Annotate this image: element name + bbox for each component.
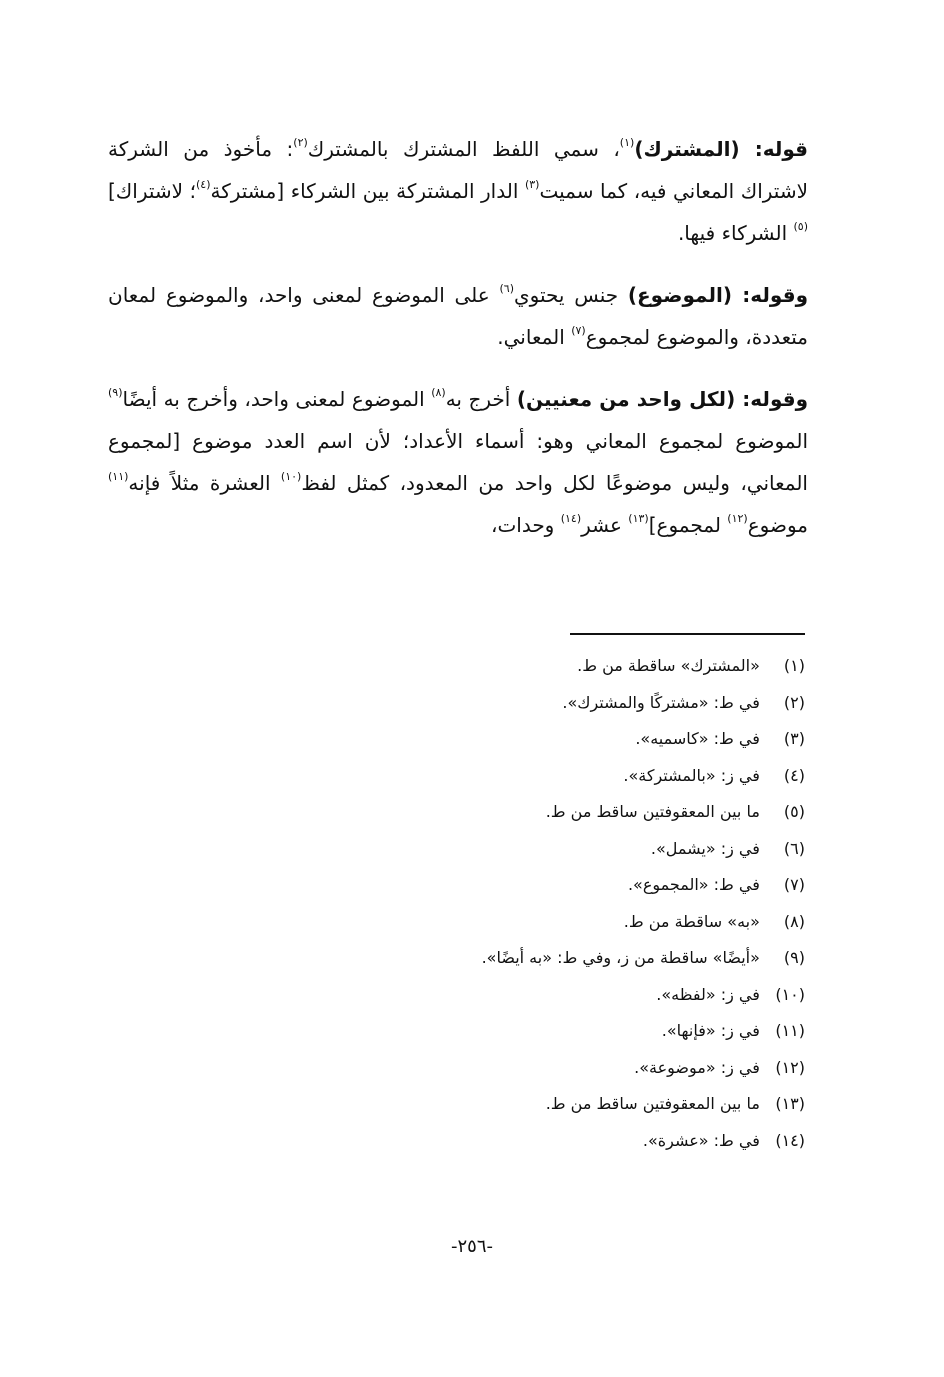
segment: قوله: (المشترك) xyxy=(634,137,808,161)
segment: : مأخوذ من الشركة لاشتراك المعاني فيه، كما سميت xyxy=(108,137,808,203)
footnote-text: «أيضًا» ساقطة من ز، وفي ط: «به أيضًا». xyxy=(481,948,760,967)
footnote-text: في ز: «لفظه». xyxy=(656,984,760,1004)
footnote-number: (٩) xyxy=(783,948,805,967)
footnote-item xyxy=(300,648,805,685)
footnote-ref: (١) xyxy=(619,136,635,149)
segment: الدار المشتركة بين الشركاء [مشتركة xyxy=(210,179,525,203)
footnote-number: (٤) xyxy=(783,765,805,785)
footnote-ref: (١٤) xyxy=(560,512,582,525)
footnote-item xyxy=(300,904,805,941)
footnote-number: (١) xyxy=(783,656,805,675)
segment: الموضوع لمجموع المعاني وهو: أسماء الأعداد؛ لأن اسم العدد موضوع [لمجموع المعاني، وليس موضوعًا لكل واحد من المعدود، كمثل لفظ xyxy=(108,429,808,495)
footnote-text: في ط: «مشتركًا والمشترك». xyxy=(562,692,760,712)
footnote-item xyxy=(300,1013,805,1050)
footnote-ref: (٧) xyxy=(571,324,586,337)
footnote-text: في ز: «موضوعة». xyxy=(634,1057,760,1077)
footnote-ref: (١١) xyxy=(108,470,129,483)
footnote-number: (٨) xyxy=(783,911,805,931)
footnote-number: (١١) xyxy=(775,1021,805,1040)
segment: وقوله: (الموضوع) xyxy=(627,283,809,307)
footnotes-list xyxy=(300,648,805,1159)
segment: وقوله: (لكل واحد من معنيين) xyxy=(516,387,809,411)
footnote-ref: (٩) xyxy=(108,386,123,399)
segment: المعاني. xyxy=(497,325,572,349)
footnote-item xyxy=(300,685,805,722)
footnote-item xyxy=(300,831,805,868)
footnote-text: ما بين المعقوفتين ساقط من ط. xyxy=(545,1094,760,1113)
footnote-text: «المشترك» ساقطة من ط. xyxy=(577,656,760,675)
footnote-ref: (١٣) xyxy=(628,512,649,525)
footnote-ref: (٥) xyxy=(793,220,808,233)
footnote-number: (٧) xyxy=(783,875,805,894)
footnote-item xyxy=(300,1086,805,1123)
segment: أخرج به xyxy=(445,387,517,411)
footnote-number: (٦) xyxy=(783,838,805,858)
footnote-ref: (٢) xyxy=(293,136,308,149)
segment: الشركاء فيها. xyxy=(677,221,794,245)
page-number: -٢٥٦- xyxy=(450,1236,493,1257)
paragraph-mushtarak xyxy=(108,128,808,254)
segment: العشرة مثلاً فإنه xyxy=(128,471,281,495)
segment: عشر xyxy=(581,513,629,537)
paragraph-mawdu xyxy=(108,274,808,358)
segment: موضوع xyxy=(747,513,808,537)
footnote-ref: (٤) xyxy=(195,178,211,191)
footnote-text: في ز: «فإنها». xyxy=(661,1021,760,1040)
footnote-ref: (٦) xyxy=(499,282,514,295)
footnote-item xyxy=(300,1050,805,1087)
footnote-number: (٥) xyxy=(783,802,805,821)
segment: وحدات، xyxy=(490,513,561,537)
footnote-item xyxy=(300,758,805,795)
footnote-text: «به» ساقطة من ط. xyxy=(623,911,760,931)
footnote-ref: (١٠) xyxy=(280,470,302,483)
footnote-ref: (١٢) xyxy=(727,512,748,525)
footnote-ref: (٨) xyxy=(431,386,446,399)
segment: على الموضوع لمعنى واحد، والموضوع لمعان متعددة، والموضوع لمجموع xyxy=(108,283,808,349)
paragraph-li-kull-wahid xyxy=(108,378,808,546)
footnote-text: في ز: «بالمشتركة». xyxy=(623,765,760,785)
footnote-text: في ط: «كاسميه». xyxy=(635,729,760,748)
footnote-item xyxy=(300,977,805,1014)
footnote-text: في ز: «يشمل». xyxy=(650,838,760,858)
segment: الموضوع لمعنى واحد، وأخرج به أيضًا xyxy=(122,387,432,411)
footnote-item xyxy=(300,867,805,904)
footnote-number: (٢) xyxy=(783,692,805,712)
segment: جنس يحتوي xyxy=(513,283,628,307)
footnote-number: (١٤) xyxy=(775,1130,805,1150)
segment: ؛ لاشتراك] xyxy=(108,179,196,203)
footnote-number: (١٣) xyxy=(775,1094,805,1113)
footnote-number: (١٢) xyxy=(775,1057,805,1077)
segment: لمجموع] xyxy=(648,513,728,537)
segment: ، سمي اللفظ المشترك بالمشترك xyxy=(307,137,620,161)
footnote-number: (٣) xyxy=(783,729,805,748)
footnote-ref: (٣) xyxy=(524,178,540,191)
footnote-text: في ط: «عشرة». xyxy=(642,1130,760,1150)
footnote-item xyxy=(300,1123,805,1160)
footnote-item xyxy=(300,721,805,758)
footnote-divider xyxy=(570,633,805,635)
footnote-item xyxy=(300,940,805,977)
footnote-item xyxy=(300,794,805,831)
footnote-text: ما بين المعقوفتين ساقط من ط. xyxy=(545,802,760,821)
main-text xyxy=(108,128,808,566)
footnote-text: في ط: «المجموع». xyxy=(627,875,760,894)
footnote-number: (١٠) xyxy=(775,984,805,1004)
